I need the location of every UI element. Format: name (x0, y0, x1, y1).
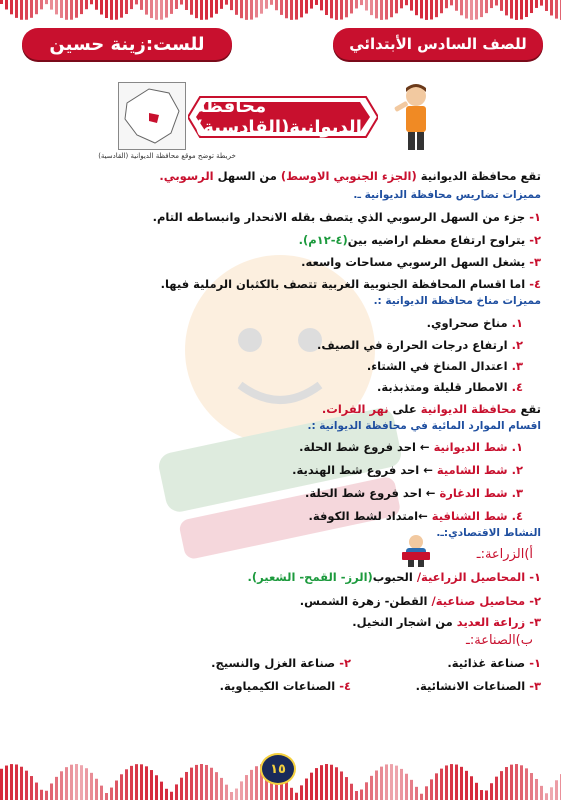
terrain-item: ٣- يشغل السهل الرسوبي مساحات واسعه. (301, 255, 541, 269)
intro-line: تقع محافظة الديوانية (الجزء الجنوبي الاوسط) من السهل الرسوبي. (159, 169, 541, 183)
terrain-item: ٤- اما اقسام المحافظة الجنوبية الغربية تتصف بالكثبان الرملية فيها. (160, 277, 541, 291)
water-item: ٢. شط الشامية ← احد فروع شط الهندية. (292, 463, 523, 477)
terrain-item: ١- جزء من السهل الرسوبي الذي يتصف بقله الانحدار وانبساطه التام. (152, 210, 541, 224)
teacher-illustration (392, 82, 436, 152)
river-line: تقع محافظة الديوانية على نهر الفرات. (321, 402, 541, 416)
water-item: ١. شط الديوانية ← احد فروع شط الحلة. (299, 440, 523, 454)
industry-heading: ب)الصناعة:ـ (466, 633, 533, 648)
climate-item: ٤. الامطار قليلة ومتذبذبة. (376, 380, 523, 394)
agri-item: ١- المحاصيل الزراعية/ الحبوب(الرز- القمح- الشعير). (247, 570, 541, 584)
page-title: محافظة الديوانية(القادسية) (195, 96, 362, 138)
iraq-map-image (118, 82, 186, 150)
teacher-header: للست:زينة حسين (22, 28, 232, 60)
reading-boy-illustration (396, 534, 436, 568)
climate-item: ٣. اعتدال المناخ في الشتاء. (366, 359, 523, 373)
water-heading: اقسام الموارد المائية في محافظة الديوانية :. (307, 420, 541, 432)
agri-item: ٣- زراعة العديد من اشجار النخيل. (352, 615, 541, 629)
map-icon (119, 83, 185, 149)
industry-item: ٣- الصناعات الانشائية. (415, 679, 541, 693)
climate-item: ٢. ارتفاع درجات الحرارة في الصيف. (316, 338, 523, 352)
top-decorative-bars (0, 0, 561, 26)
agri-item: ٢- محاصيل صناعية/ القطن- زهرة الشمس. (299, 594, 541, 608)
agriculture-heading: أ)الزراعة:ـ (476, 547, 533, 562)
economy-heading: النشاط الاقتصادي:ـ. (436, 527, 541, 539)
grade-header: للصف السادس الأبتدائي (333, 28, 543, 60)
terrain-heading: مميزات تضاريس محافظة الديوانية ـ. (353, 189, 541, 201)
climate-item: ١. مناخ صحراوي. (426, 316, 523, 330)
terrain-item: ٢- يتراوح ارتفاع معظم اراضيه بين(٤-١٢م). (298, 233, 541, 247)
page-number-badge: ١٥ (260, 753, 296, 785)
water-item: ٣. شط الدغارة ← احد فروع شط الحلة. (305, 486, 523, 500)
climate-heading: مميزات مناخ محافظة الديوانية :. (373, 295, 541, 307)
map-caption: خريطة توضح موقع محافظة الديوانية (القادسية) (98, 152, 236, 160)
industry-item: ٤- الصناعات الكيمياوية. (219, 679, 351, 693)
industry-item: ٢- صناعة الغزل والنسيج. (211, 656, 351, 670)
industry-item: ١- صناعة غذائية. (447, 656, 541, 670)
water-item: ٤. شط الشنافية ←امتداد لشط الكوفة. (308, 509, 523, 523)
